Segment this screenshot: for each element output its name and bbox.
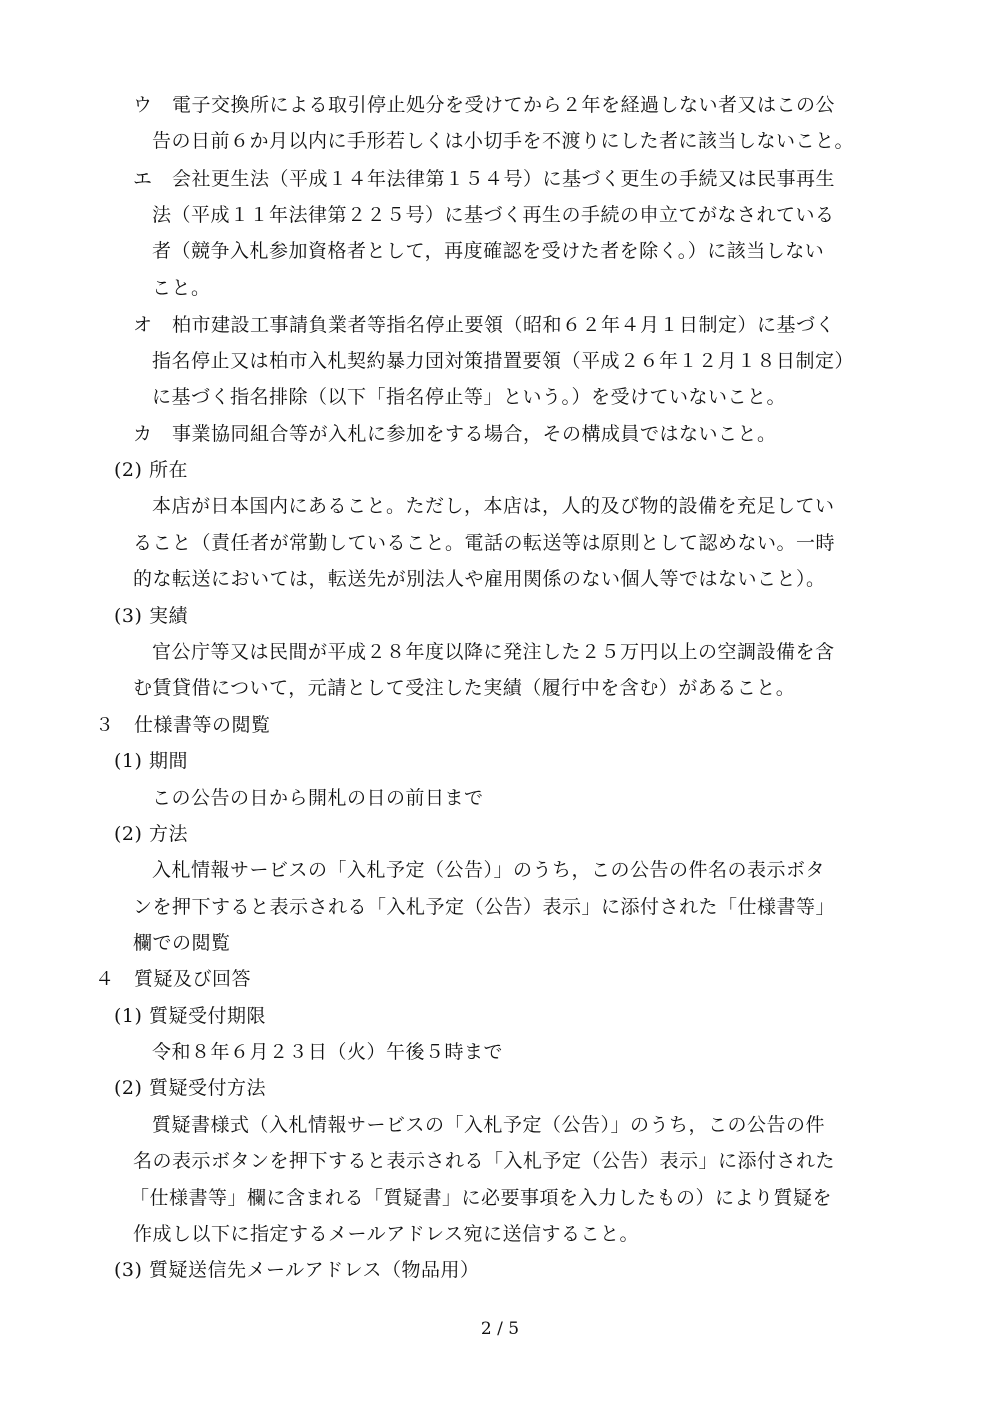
text-line: 質疑書様式（入札情報サービスの「入札予定（公告）」のうち，この公告の件	[152, 1114, 826, 1136]
text-line: 「仕様書等」欄に含まれる「質疑書」に必要事項を入力したもの）により質疑を	[130, 1187, 833, 1209]
text-line: エ 会社更生法（平成１４年法律第１５４号）に基づく更生の手続又は民事再生	[133, 168, 836, 190]
text-line: 令和８年６月２３日（火）午後５時まで	[152, 1041, 504, 1063]
text-line: 者（競争入札参加資格者として，再度確認を受けた者を除く。）に該当しない	[152, 240, 825, 262]
page-number: 2 / 5	[480, 1319, 520, 1339]
text-line: 指名停止又は柏市入札契約暴力団対策措置要領（平成２６年１２月１８日制定）	[152, 350, 855, 372]
section-heading: (3) 実績	[114, 605, 188, 627]
section-heading: (2) 質疑受付方法	[114, 1077, 266, 1099]
section-heading: (2) 所在	[114, 459, 188, 481]
text-line: ること（責任者が常勤していること。電話の転送等は原則として認めない。一時	[133, 532, 836, 554]
text-line: カ 事業協同組合等が入札に参加をする場合，その構成員ではないこと。	[133, 423, 777, 445]
text-line: 的な転送においては，転送先が別法人や雇用関係のない個人等ではないこと）。	[133, 568, 826, 590]
section-heading: (1) 期間	[114, 750, 188, 772]
text-line: 欄での閲覧	[133, 932, 231, 954]
text-line: 作成し以下に指定するメールアドレス宛に送信すること。	[133, 1223, 640, 1245]
chapter-heading: ３ 仕様書等の閲覧	[95, 714, 271, 736]
text-line: 官公庁等又は民間が平成２８年度以降に発注した２５万円以上の空調設備を含	[152, 641, 835, 663]
text-line: ンを押下すると表示される「入札予定（公告）表示」に添付された「仕様書等」	[133, 896, 836, 918]
text-line: む賃貸借について，元請として受注した実績（履行中を含む）があること。	[133, 677, 796, 699]
text-line: 告の日前６か月以内に手形若しくは小切手を不渡りにした者に該当しないこと。	[152, 130, 855, 152]
text-line: この公告の日から開札の日の前日まで	[152, 787, 484, 809]
text-line: 本店が日本国内にあること。ただし，本店は，人的及び物的設備を充足してい	[152, 495, 835, 517]
text-line: こと。	[152, 277, 211, 299]
text-line: に基づく指名排除（以下「指名停止等」という。）を受けていないこと。	[152, 386, 787, 408]
section-heading: (3) 質疑送信先メールアドレス（物品用）	[114, 1259, 480, 1281]
section-heading: (1) 質疑受付期限	[114, 1005, 266, 1027]
chapter-heading: ４ 質疑及び回答	[95, 968, 252, 990]
text-line: オ 柏市建設工事請負業者等指名停止要領（昭和６２年４月１日制定）に基づく	[133, 314, 836, 336]
section-heading: (2) 方法	[114, 823, 188, 845]
text-line: 法（平成１１年法律第２２５号）に基づく再生の手続の申立てがなされている	[152, 204, 835, 226]
text-line: 名の表示ボタンを押下すると表示される「入札予定（公告）表示」に添付された	[133, 1150, 836, 1172]
text-line: ウ 電子交換所による取引停止処分を受けてから２年を経過しない者又はこの公	[133, 94, 836, 116]
text-line: 入札情報サービスの「入札予定（公告）」のうち，この公告の件名の表示ボタ	[152, 859, 826, 881]
